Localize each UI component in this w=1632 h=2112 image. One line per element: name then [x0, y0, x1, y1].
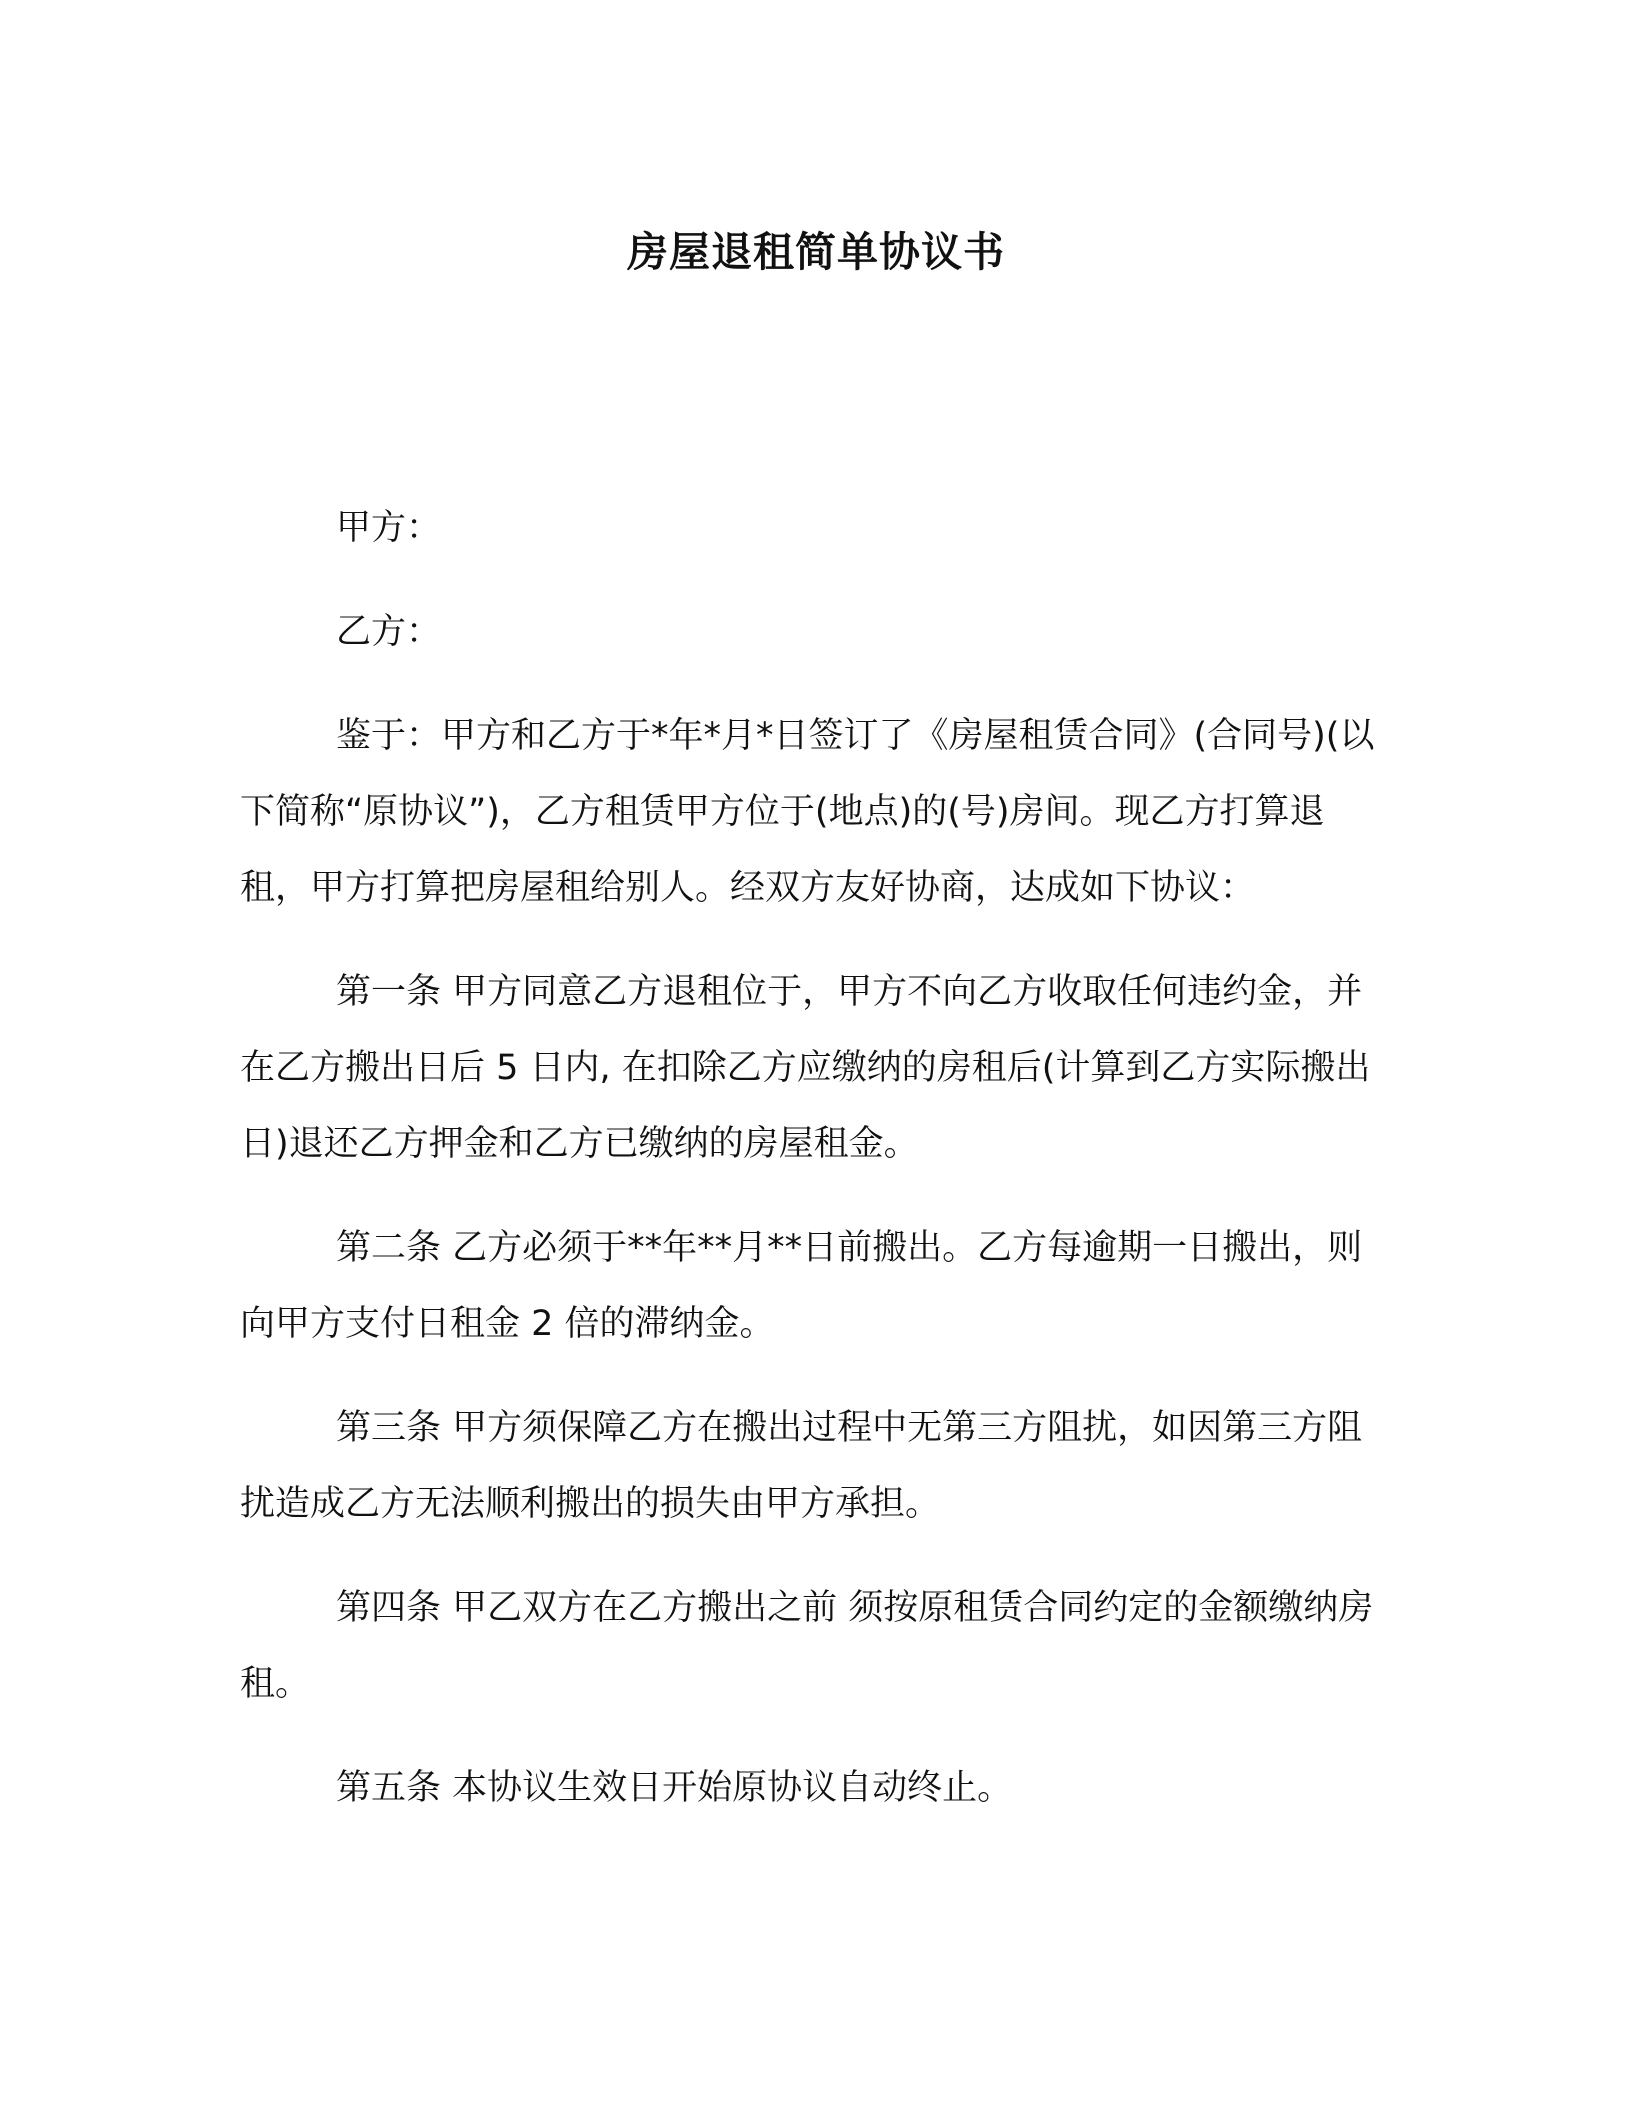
document-body: [240, 490, 1390, 1854]
article-3: 第三条 甲方须保障乙方在搬出过程中无第三方阻扰，如因第三方阻扰造成乙方无法顺利搬出的损失由甲方承担。: [240, 1408, 1363, 1524]
article-2: 第二条 乙方必须于**年**月**日前搬出。乙方每逾期一日搬出，则向甲方支付日租金 2 倍的滞纳金。: [240, 1228, 1363, 1344]
article-5: 第五条 本协议生效日开始原协议自动终止。: [336, 1768, 1013, 1808]
document-title: 房屋退租简单协议书: [627, 228, 1005, 276]
party-b-line: 乙方：: [336, 612, 442, 652]
article-1: 第一条 甲方同意乙方退租位于，甲方不向乙方收取任何违约金，并在乙方搬出日后 5 日内, 在扣除乙方应缴纳的房租后(计算到乙方实际搬出日)退还乙方押金和乙方已缴纳的房屋租金。: [240, 972, 1371, 1164]
preamble-paragraph: 鉴于：甲方和乙方于*年*月*日签订了《房屋租赁合同》(合同号)(以下简称“原协议”)，乙方租赁甲方位于(地点)的(号)房间。现乙方打算退租，甲方打算把房屋租给别人。经双方友好协商，达成如下协议：: [240, 716, 1375, 908]
article-4: 第四条 甲乙双方在乙方搬出之前 须按原租赁合同约定的金额缴纳房租。: [240, 1588, 1374, 1704]
party-a-line: 甲方：: [336, 508, 442, 548]
